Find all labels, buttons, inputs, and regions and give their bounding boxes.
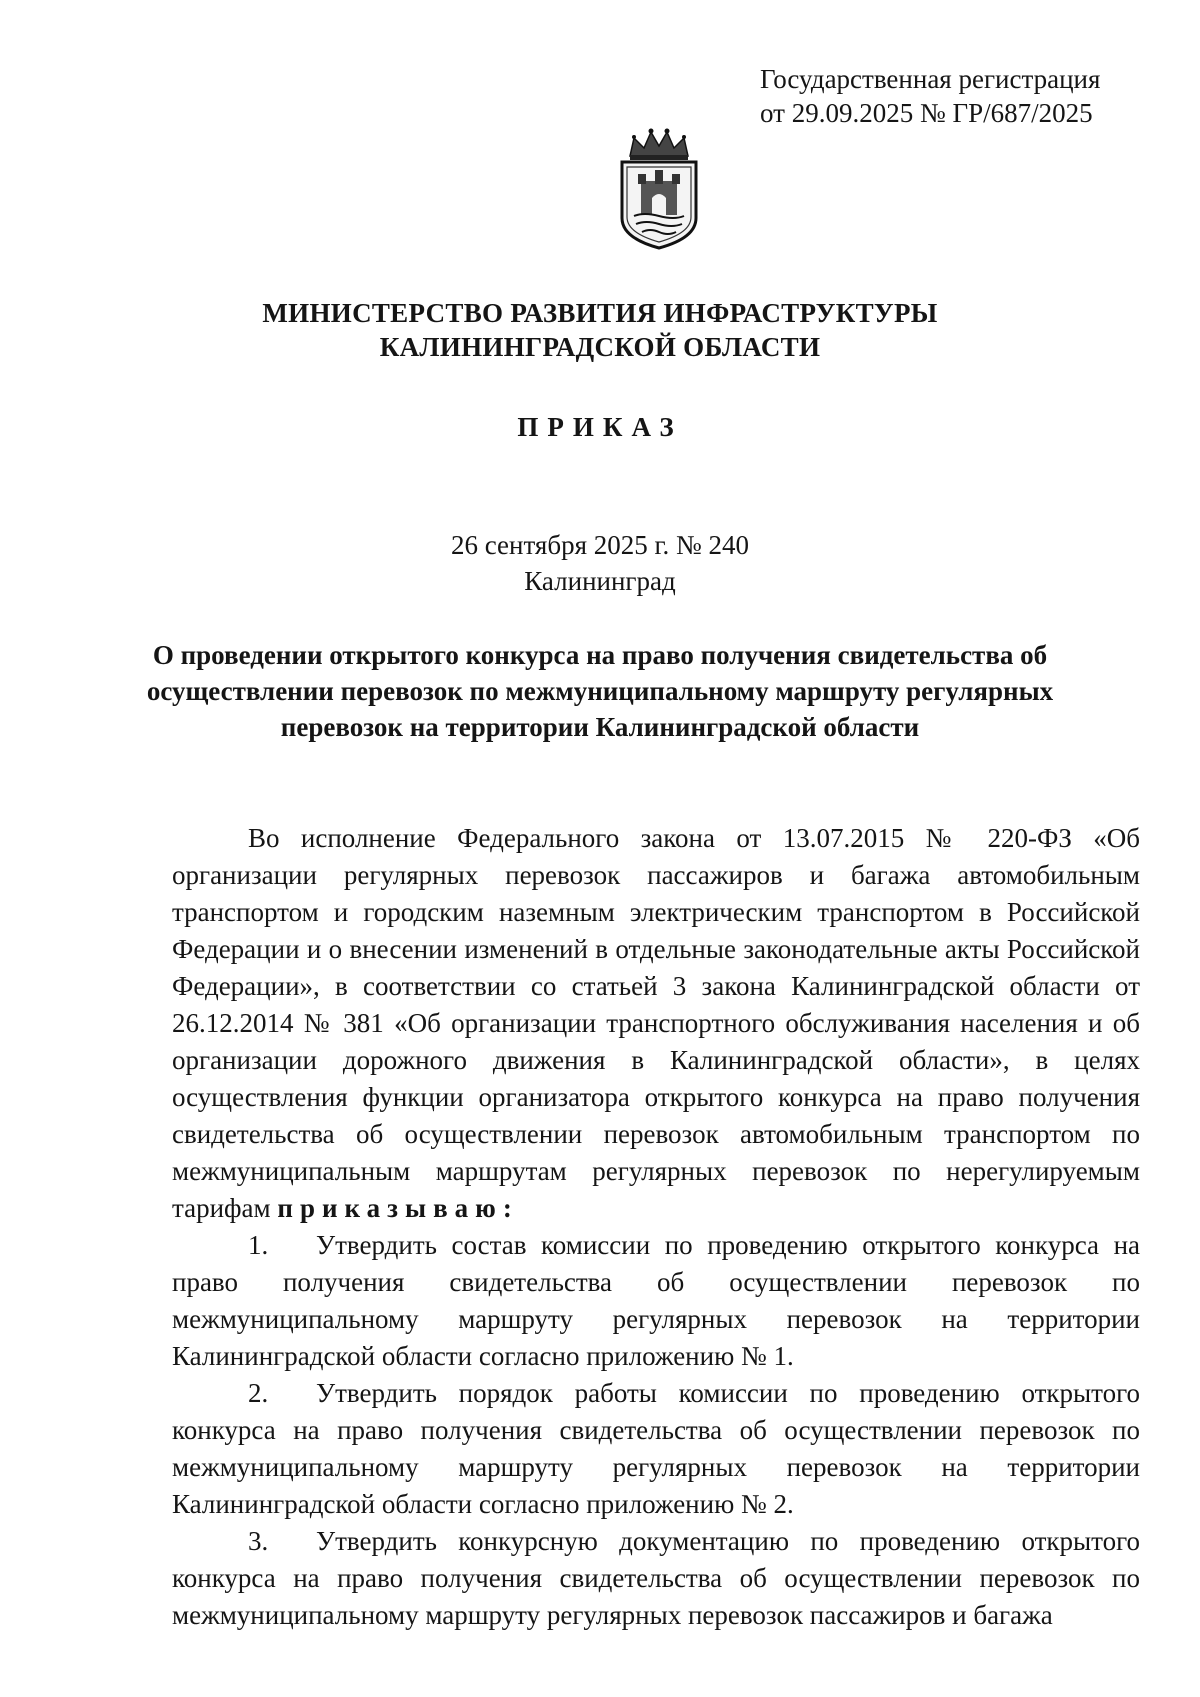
order-date-number: 26 сентября 2025 г. № 240 (450, 530, 750, 560)
registration-line-1: Государственная регистрация (760, 64, 1101, 94)
order-subject: О проведении открытого конкурса на право получения свидетельства об осуществлении перевозок по межмуниципальному маршруту регулярных перевозок на территории Калининградской области (146, 640, 1054, 742)
preamble-paragraph (172, 820, 1140, 1227)
list-item (172, 1227, 1140, 1375)
order-date-block (0, 527, 1200, 599)
registration-line-2: от 29.09.2025 № ГР/687/2025 (760, 98, 1093, 128)
decree-word: приказываю (277, 1193, 503, 1223)
item-number: 1. (248, 1230, 269, 1260)
ministry-line-1: МИНИСТЕРСТВО РАЗВИТИЯ ИНФРАСТРУКТУРЫ (262, 298, 938, 328)
registration-stamp (760, 62, 1120, 130)
item-text: Утвердить состав комиссии по проведению открытого конкурса на право получения свидетельства об осуществлении перевозок по межмуниципальному маршруту регулярных перевозок на территории Калининградской области согласно приложению № 1. (172, 1230, 1140, 1371)
item-text: Утвердить конкурсную документацию по проведению открытого конкурса на право получения свидетельства об осуществлении перевозок по межмуниципальному маршруту регулярных перевозок пассажиров и багажа (172, 1526, 1140, 1630)
ministry-name (0, 296, 1200, 364)
list-item (172, 1375, 1140, 1523)
item-number: 3. (248, 1526, 269, 1556)
order-title: ПРИКАЗ (517, 412, 683, 442)
item-text: Утвердить порядок работы комиссии по проведению открытого конкурса на право получения свидетельства об осуществлении перевозок по межмуниципальному маршруту регулярных перевозок на территории Калининградской области согласно приложению № 2. (172, 1378, 1140, 1519)
kaliningrad-coat-of-arms-icon (614, 126, 704, 251)
order-city: Калининград (524, 566, 676, 596)
preamble-text: Во исполнение Федерального закона от 13.07.2015 № 220-ФЗ «Об организации регулярных перевозок пассажиров и багажа автомобильным транспортом и городским наземным электрическим транспортом в Российской Федерации и о внесении изменений в отдельные законодательные акты Российской Федерации», в соответствии со статьей 3 закона Калининградской области от 26.12.2014 № 381 «Об организации транспортного обслуживания населения и об организации дорожного движения в Калининградской области», в целях осуществления функции организатора открытого конкурса на право получения свидетельства об осуществлении перевозок автомобильным транспортом по межмуниципальным маршрутам регулярных перевозок по нерегулируемым тарифам (172, 823, 1140, 1223)
ministry-line-2: КАЛИНИНГРАДСКОЙ ОБЛАСТИ (379, 332, 821, 362)
decree-colon: : (502, 1193, 512, 1223)
item-number: 2. (248, 1378, 269, 1408)
list-item (172, 1523, 1140, 1634)
order-body (172, 820, 1140, 1634)
